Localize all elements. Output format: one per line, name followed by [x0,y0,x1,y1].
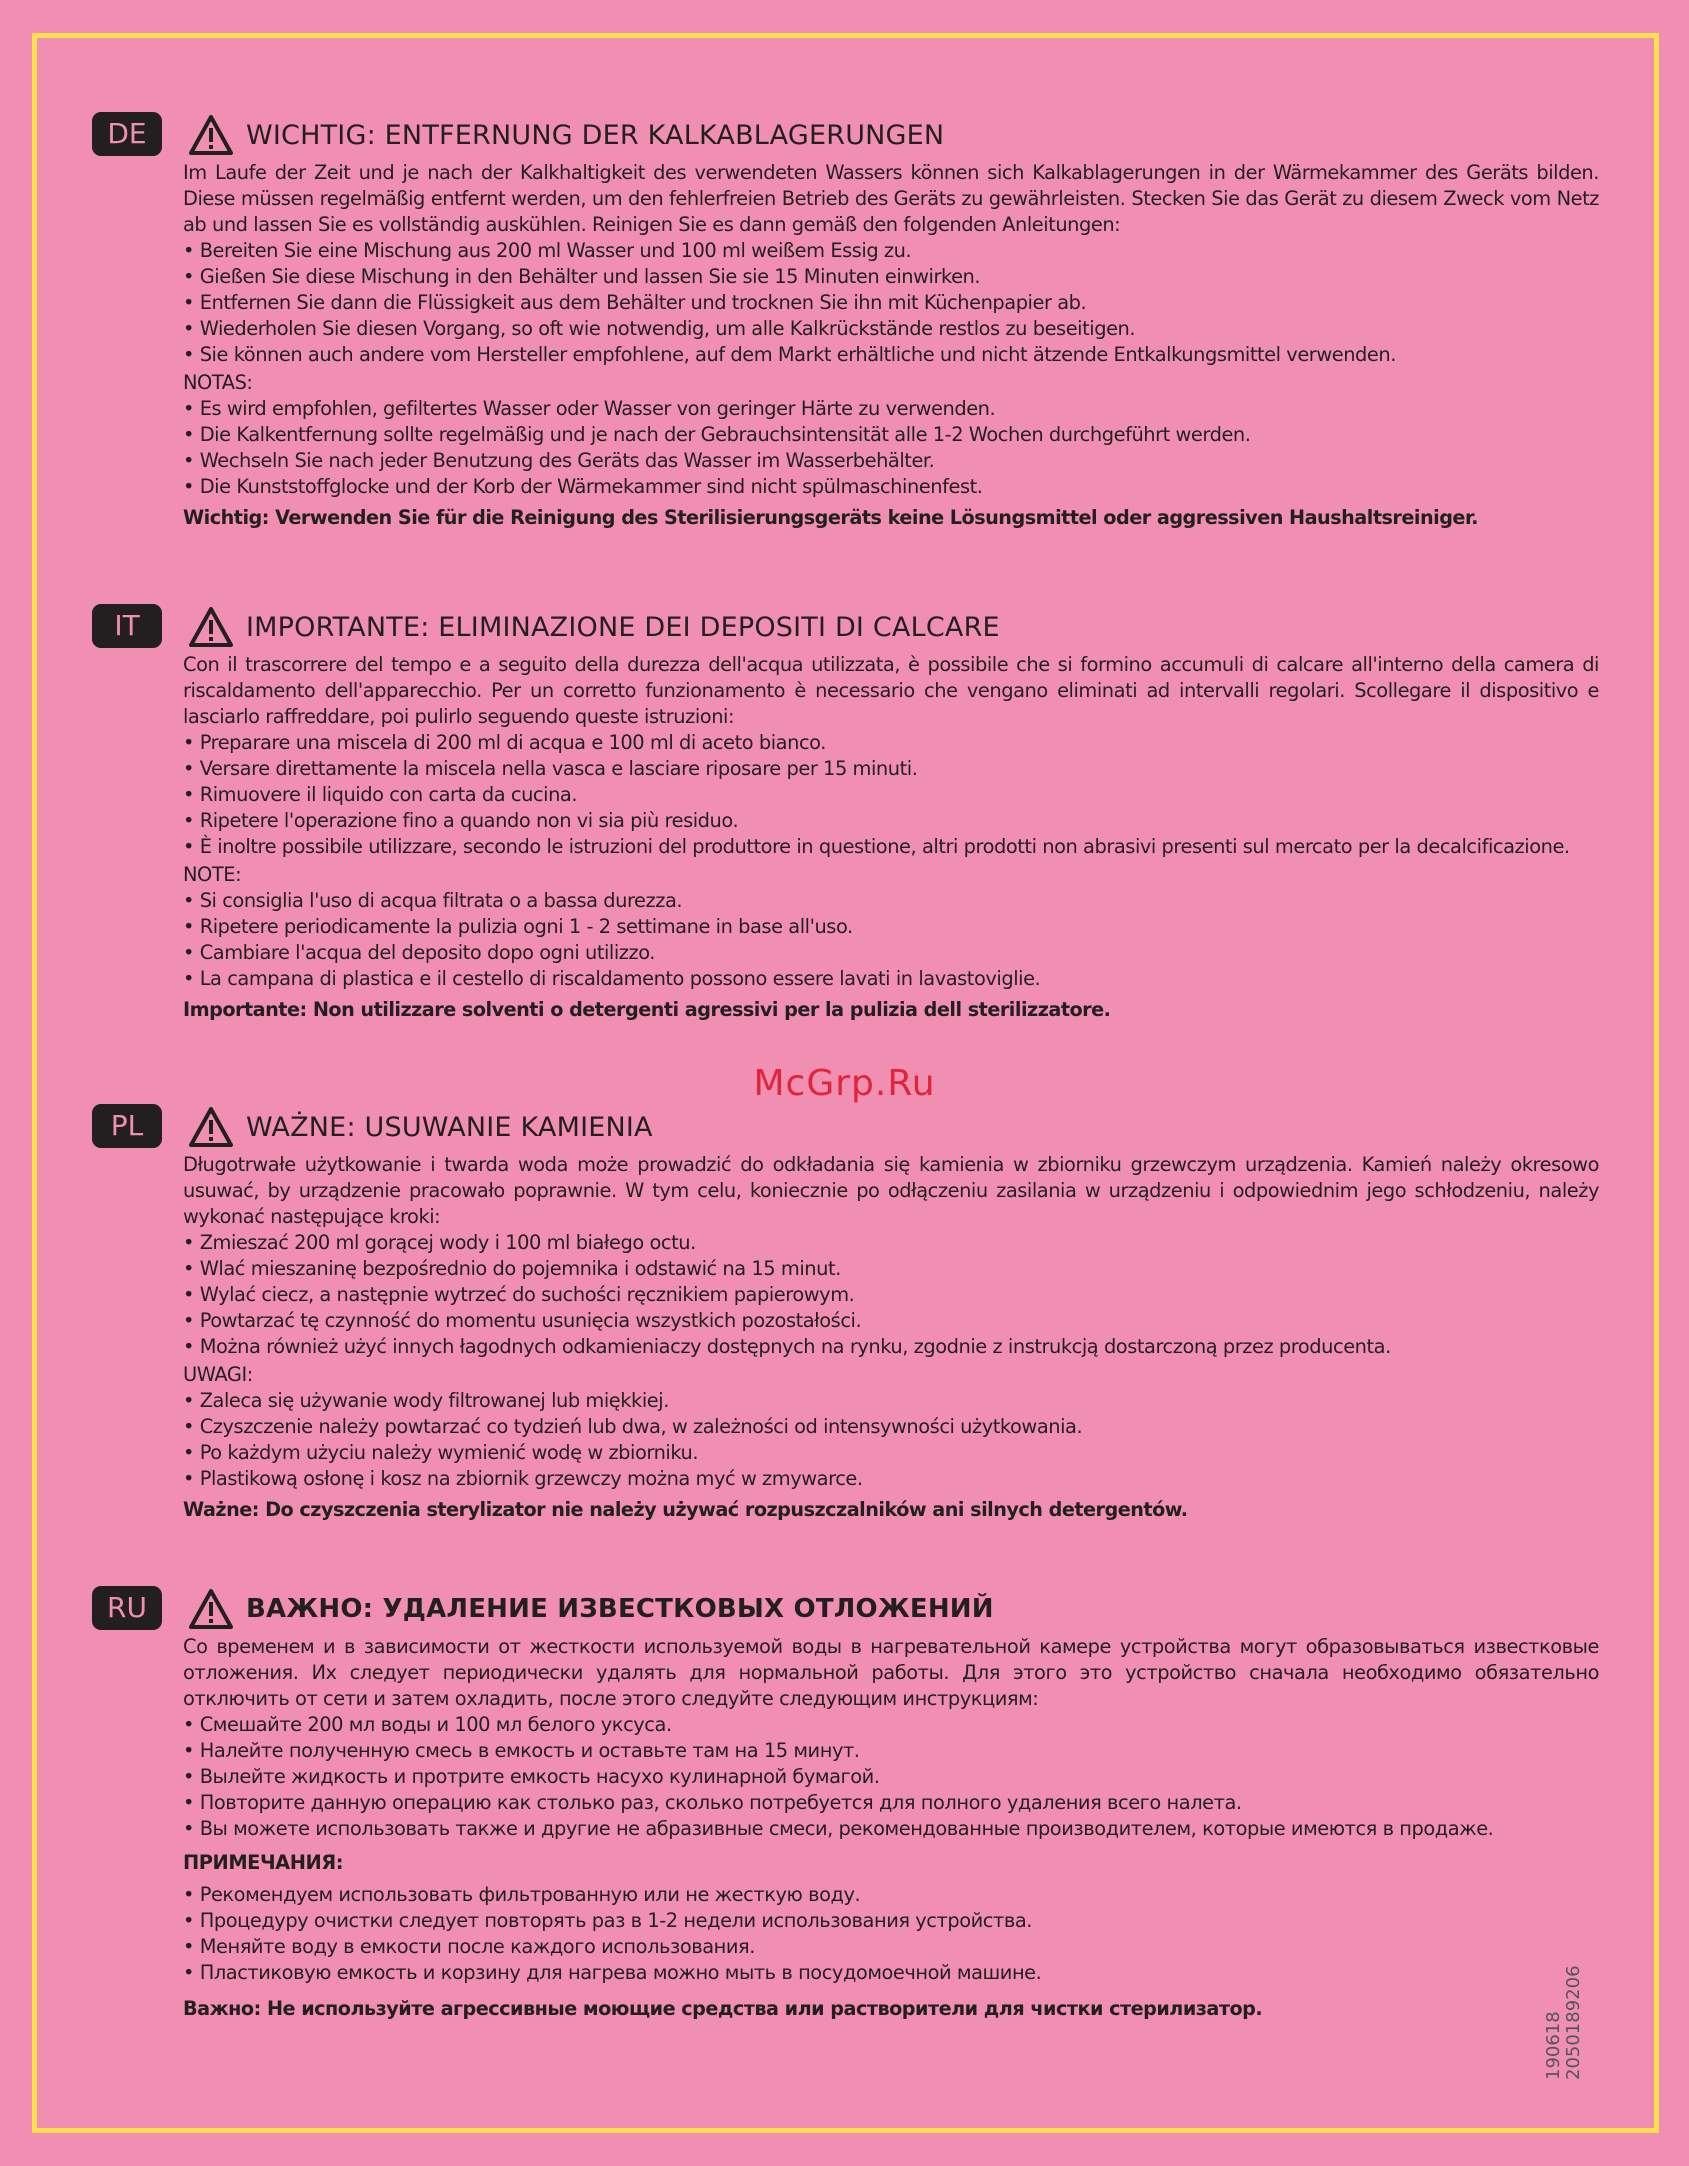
notes-list [183,888,1599,992]
steps-list [183,1230,1599,1360]
section-body-ru [183,1634,1599,2022]
list-item: • Вылейте жидкость и протрите емкость насухо кулинарной бумагой. [183,1765,880,1788]
important-note: Важно: Не используйте агрессивные моющие средства или растворители для чистки стерилизатор. [183,1997,1263,2020]
list-item: • Gießen Sie diese Mischung in den Behälter und lassen Sie sie 15 Minuten einwirken. [183,265,981,288]
doc-code-line: 190618 [1543,2011,1564,2080]
document-code [1544,1965,1584,2080]
watermark-text: McGrp.Ru [753,1063,936,1104]
intro-text: Długotrwałe użytkowanie i twarda woda może prowadzić do odkładania się kamienia w zbiorniku grzewczym urządzenia. Kamień należy okresowo usuwać, by urządzenie pracowało poprawnie. W tym celu, koniecznie po odłączeniu zasilania w urządzeniu i odpowiednim jego schłodzeniu, należy wykonać następujące kroki: [183,1153,1599,1228]
list-item: • Sie können auch andere vom Hersteller empfohlene, auf dem Markt erhältliche und nicht ätzende Entkalkungsmittel verwenden. [183,343,1396,366]
list-item: • Versare direttamente la miscela nella vasca e lasciare riposare per 15 minuti. [183,757,918,780]
list-item: • Ripetere periodicamente la pulizia ogni 1 - 2 settimane in base all'uso. [183,915,853,938]
section-title-it: IMPORTANTE: ELIMINAZIONE DEI DEPOSITI DI CALCARE [246,611,1000,643]
list-item: • Zaleca się używanie wody filtrowanej lub miękkiej. [183,1389,669,1412]
list-item: • Die Kalkentfernung sollte regelmäßig und je nach der Gebrauchsintensität alle 1-2 Wochen durchgeführt werden. [183,423,1251,446]
list-item: • Процедуру очистки следует повторять раз в 1-2 недели использования устройства. [183,1909,1032,1932]
list-item: • Cambiare l'acqua del deposito dopo ogni utilizzo. [183,941,656,964]
lang-badge-de: DE [92,112,162,156]
lang-badge-pl: PL [92,1104,162,1148]
list-item: • Wechseln Sie nach jeder Benutzung des Geräts das Wasser im Wasserbehälter. [183,449,935,472]
section-title-ru: ВАЖНО: УДАЛЕНИЕ ИЗВЕСТКОВЫХ ОТЛОЖЕНИЙ [246,1594,994,1624]
list-item: • Рекомендуем использовать фильтрованную или не жесткую воду. [183,1883,861,1906]
notes-label: NOTAS: [183,371,253,394]
list-item: • Plastikową osłonę i kosz na zbiornik grzewczy można myć w zmywarce. [183,1467,863,1490]
list-item: • Повторите данную операцию как столько раз, сколько потребуется для полного удаления всего налета. [183,1791,1242,1814]
steps-list [183,238,1599,368]
list-item: • Меняйте воду в емкости после каждого использования. [183,1935,755,1958]
list-item: • Wlać mieszaninę bezpośrednio do pojemnika i odstawić na 15 minut. [183,1257,841,1280]
list-item: • Es wird empfohlen, gefiltertes Wasser oder Wasser von geringer Härte zu verwenden. [183,397,996,420]
section-header-it [188,604,1000,650]
list-item: • Si consiglia l'uso di acqua filtrata o a bassa durezza. [183,889,683,912]
intro-text: Con il trascorrere del tempo e a seguito della durezza dell'acqua utilizzata, è possibile che si formino accumuli di calcare all'interno della camera di riscaldamento dell'apparecchio. Per un corretto funzionamento è necessario che vengano eliminati ad intervalli regolari. Scollegare il dispositivo e lasciarlo raffreddare, poi pulirlo seguendo queste istruzioni: [183,653,1599,728]
notes-list [183,396,1599,500]
steps-list [183,730,1599,860]
intro-text: Im Laufe der Zeit und je nach der Kalkhaltigkeit des verwendeten Wassers können sich Kalkablagerungen in der Wärmekammer des Geräts bilden. Diese müssen regelmäßig entfernt werden, um den fehlerfreien Betrieb des Geräts zu gewährleisten. Stecken Sie das Gerät zu diesem Zweck vom Netz ab und lassen Sie es vollständig auskühlen. Reinigen Sie es dann gemäß den folgenden Anleitungen: [183,161,1599,236]
section-title-de: WICHTIG: ENTFERNUNG DER KALKABLAGERUNGEN [246,119,945,151]
section-body-it [183,652,1599,1023]
intro-text: Со временем и в зависимости от жесткости используемой воды в нагревательной камере устройства могут образовываться известковые отложения. Их следует периодически удалять для нормальной работы. Для этого это устройство сначала необходимо обязательно отключить от сети и затем охладить, после этого следуйте следующим инструкциям: [183,1635,1599,1710]
section-header-pl [188,1104,653,1150]
list-item: • Zmieszać 200 ml gorącej wody i 100 ml białego octu. [183,1231,696,1254]
notes-label: NOTE: [183,863,242,886]
lang-badge-ru: RU [92,1586,162,1630]
warning-icon [188,1106,234,1148]
list-item: • È inoltre possibile utilizzare, secondo le istruzioni del produttore in questione, altri prodotti non abrasivi presenti sul mercato per la decalcificazione. [183,835,1570,858]
notes-list [183,1388,1599,1492]
list-item: • Bereiten Sie eine Mischung aus 200 ml Wasser und 100 ml weißem Essig zu. [183,239,912,262]
section-body-pl [183,1152,1599,1523]
warning-icon [188,1588,234,1630]
section-header-de [188,112,944,158]
section-title-pl: WAŻNE: USUWANIE KAMIENIA [246,1111,653,1143]
list-item: • Ripetere l'operazione fino a quando non vi sia più residuo. [183,809,739,832]
lang-badge-it: IT [92,604,162,648]
list-item: • Entfernen Sie dann die Flüssigkeit aus dem Behälter und trocknen Sie ihn mit Küchenpapier ab. [183,291,1087,314]
list-item: • Można również użyć innych łagodnych odkamieniaczy dostępnych na rynku, zgodnie z instrukcją dostarczoną przez producenta. [183,1335,1391,1358]
doc-code-line: 2050189206 [1563,1965,1584,2080]
list-item: • Вы можете использовать также и другие не абразивные смеси, рекомендованные производителем, которые имеются в продаже. [183,1817,1494,1840]
list-item: • Powtarzać tę czynność do momentu usunięcia wszystkich pozostałości. [183,1309,862,1332]
warning-icon [188,114,234,156]
notes-label: ПРИМЕЧАНИЯ: [183,1851,344,1874]
section-header-ru [188,1586,994,1632]
list-item: • Po każdym użyciu należy wymienić wodę w zbiorniku. [183,1441,699,1464]
warning-icon [188,606,234,648]
list-item: • Пластиковую емкость и корзину для нагрева можно мыть в посудомоечной машине. [183,1961,1042,1984]
list-item: • Wylać ciecz, a następnie wytrzeć do suchości ręcznikiem papierowym. [183,1283,855,1306]
list-item: • La campana di plastica e il cestello di riscaldamento possono essere lavati in lavastoviglie. [183,967,1041,990]
list-item: • Preparare una miscela di 200 ml di acqua e 100 ml di aceto bianco. [183,731,826,754]
important-note: Importante: Non utilizzare solventi o detergenti agressivi per la pulizia dell sterilizzatore. [183,998,1111,1021]
notes-list [183,1882,1599,1986]
important-note: Ważne: Do czyszczenia sterylizator nie należy używać rozpuszczalników ani silnych detergentów. [183,1498,1188,1521]
list-item: • Смешайте 200 мл воды и 100 мл белого уксуса. [183,1713,672,1736]
list-item: • Налейте полученную смесь в емкость и оставьте там на 15 минут. [183,1739,860,1762]
list-item: • Czyszczenie należy powtarzać co tydzień lub dwa, w zależności od intensywności użytkowania. [183,1415,1083,1438]
notes-label: UWAGI: [183,1363,253,1386]
list-item: • Wiederholen Sie diesen Vorgang, so oft wie notwendig, um alle Kalkrückstände restlos zu beseitigen. [183,317,1136,340]
important-note: Wichtig: Verwenden Sie für die Reinigung des Sterilisierungsgeräts keine Lösungsmittel oder aggressiven Haushaltsreiniger. [183,506,1478,529]
section-body-de [183,160,1599,531]
list-item: • Die Kunststoffglocke und der Korb der Wärmekammer sind nicht spülmaschinenfest. [183,475,983,498]
steps-list [183,1712,1599,1842]
list-item: • Rimuovere il liquido con carta da cucina. [183,783,578,806]
